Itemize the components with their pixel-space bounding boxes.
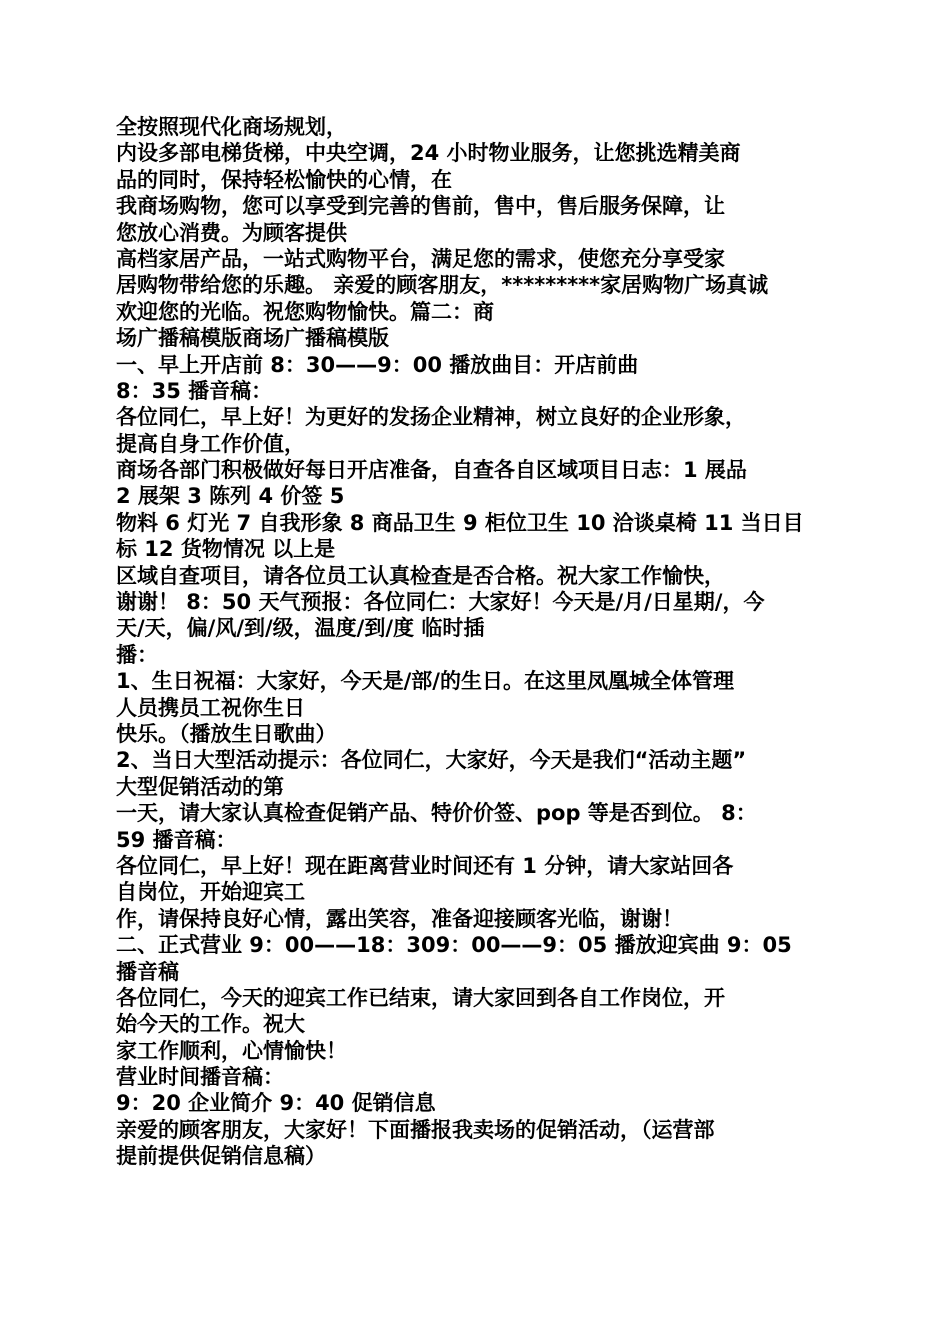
text-line: 天/天，偏/风/到/级，温度/到/度 临时插 — [116, 616, 485, 641]
text-line: 始今天的工作。祝大 — [116, 1012, 305, 1037]
text-line: 谢谢！ 8：50 天气预报：各位同仁：大家好！今天是/月/日星期/，今 — [116, 590, 765, 615]
text-line: 我商场购物，您可以享受到完善的售前，售中，售后服务保障，让 — [116, 194, 725, 219]
text-line: 提高自身工作价值， — [116, 431, 305, 456]
text-line: 播： — [116, 642, 158, 667]
section-heading: 场广播稿模版商场广播稿模版 — [116, 326, 389, 351]
text-line: 营业时间播音稿： — [116, 1065, 284, 1090]
text-line: 全按照现代化商场规划， — [116, 115, 347, 139]
text-line: 一天，请大家认真检查促销产品、特价价签、pop 等是否到位。 8： — [116, 801, 757, 826]
text-line: 标 12 货物情况 以上是 — [116, 537, 336, 562]
text-line: 居购物带给您的乐趣。 亲爱的顾客朋友，*********家居购物广场真诚 — [116, 273, 769, 298]
text-line: 各位同仁，早上好！为更好的发扬企业精神，树立良好的企业形象， — [116, 405, 746, 430]
text-line: 商场各部门积极做好每日开店准备，自查各自区域项目日志：1 展品 — [116, 458, 747, 483]
text-line: 1、生日祝福：大家好，今天是/部/的生日。在这里凤凰城全体管理 — [116, 669, 734, 694]
text-line: 播音稿 — [116, 959, 179, 984]
text-line: 59 播音稿： — [116, 827, 237, 852]
text-line: 2 展架 3 陈列 4 价签 5 — [116, 484, 345, 509]
text-line: 快乐。（播放生日歌曲） — [116, 721, 337, 746]
text-line: 家工作顺利，心情愉快！ — [116, 1038, 347, 1063]
text-line: 9：20 企业简介 9：40 促销信息 — [116, 1091, 436, 1116]
text-line: 自岗位，开始迎宾工 — [116, 880, 305, 905]
text-line: 2、当日大型活动提示：各位同仁，大家好，今天是我们“活动主题” — [116, 748, 747, 773]
text-line: 各位同仁，早上好！现在距离营业时间还有 1 分钟，请大家站回各 — [116, 853, 734, 878]
document-body — [116, 114, 838, 1170]
text-line: 品的同时，保持轻松愉快的心情，在 — [116, 167, 452, 192]
text-line: 8：35 播音稿： — [116, 378, 273, 403]
text-line: 区域自查项目，请各位员工认真检查是否合格。祝大家工作愉快， — [116, 563, 725, 588]
text-line: 物料 6 灯光 7 自我形象 8 商品卫生 9 柜位卫生 10 洽谈桌椅 11 当日目 — [116, 510, 804, 535]
text-line: 二、正式营业 9：00——18：309：00——9：05 播放迎宾曲 9：05 — [116, 933, 792, 958]
text-line: 欢迎您的光临。祝您购物愉快。篇二：商 — [116, 299, 494, 324]
text-line: 人员携员工祝你生日 — [116, 695, 305, 720]
text-line: 高档家居产品，一站式购物平台，满足您的需求，使您充分享受家 — [116, 246, 725, 271]
text-line: 您放心消费。为顾客提供 — [116, 220, 347, 245]
text-line: 亲爱的顾客朋友，大家好！下面播报我卖场的促销活动，（运营部 — [116, 1117, 715, 1142]
text-line: 作，请保持良好心情，露出笑容，准备迎接顾客光临，谢谢！ — [116, 906, 683, 931]
text-line: 各位同仁，今天的迎宾工作已结束，请大家回到各自工作岗位，开 — [116, 985, 725, 1010]
text-line: 一、早上开店前 8：30——9：00 播放曲目：开店前曲 — [116, 352, 639, 377]
text-line: 内设多部电梯货梯，中央空调，24 小时物业服务，让您挑选精美商 — [116, 141, 741, 166]
text-line: 提前提供促销信息稿） — [116, 1144, 326, 1169]
text-line: 大型促销活动的第 — [116, 774, 284, 799]
